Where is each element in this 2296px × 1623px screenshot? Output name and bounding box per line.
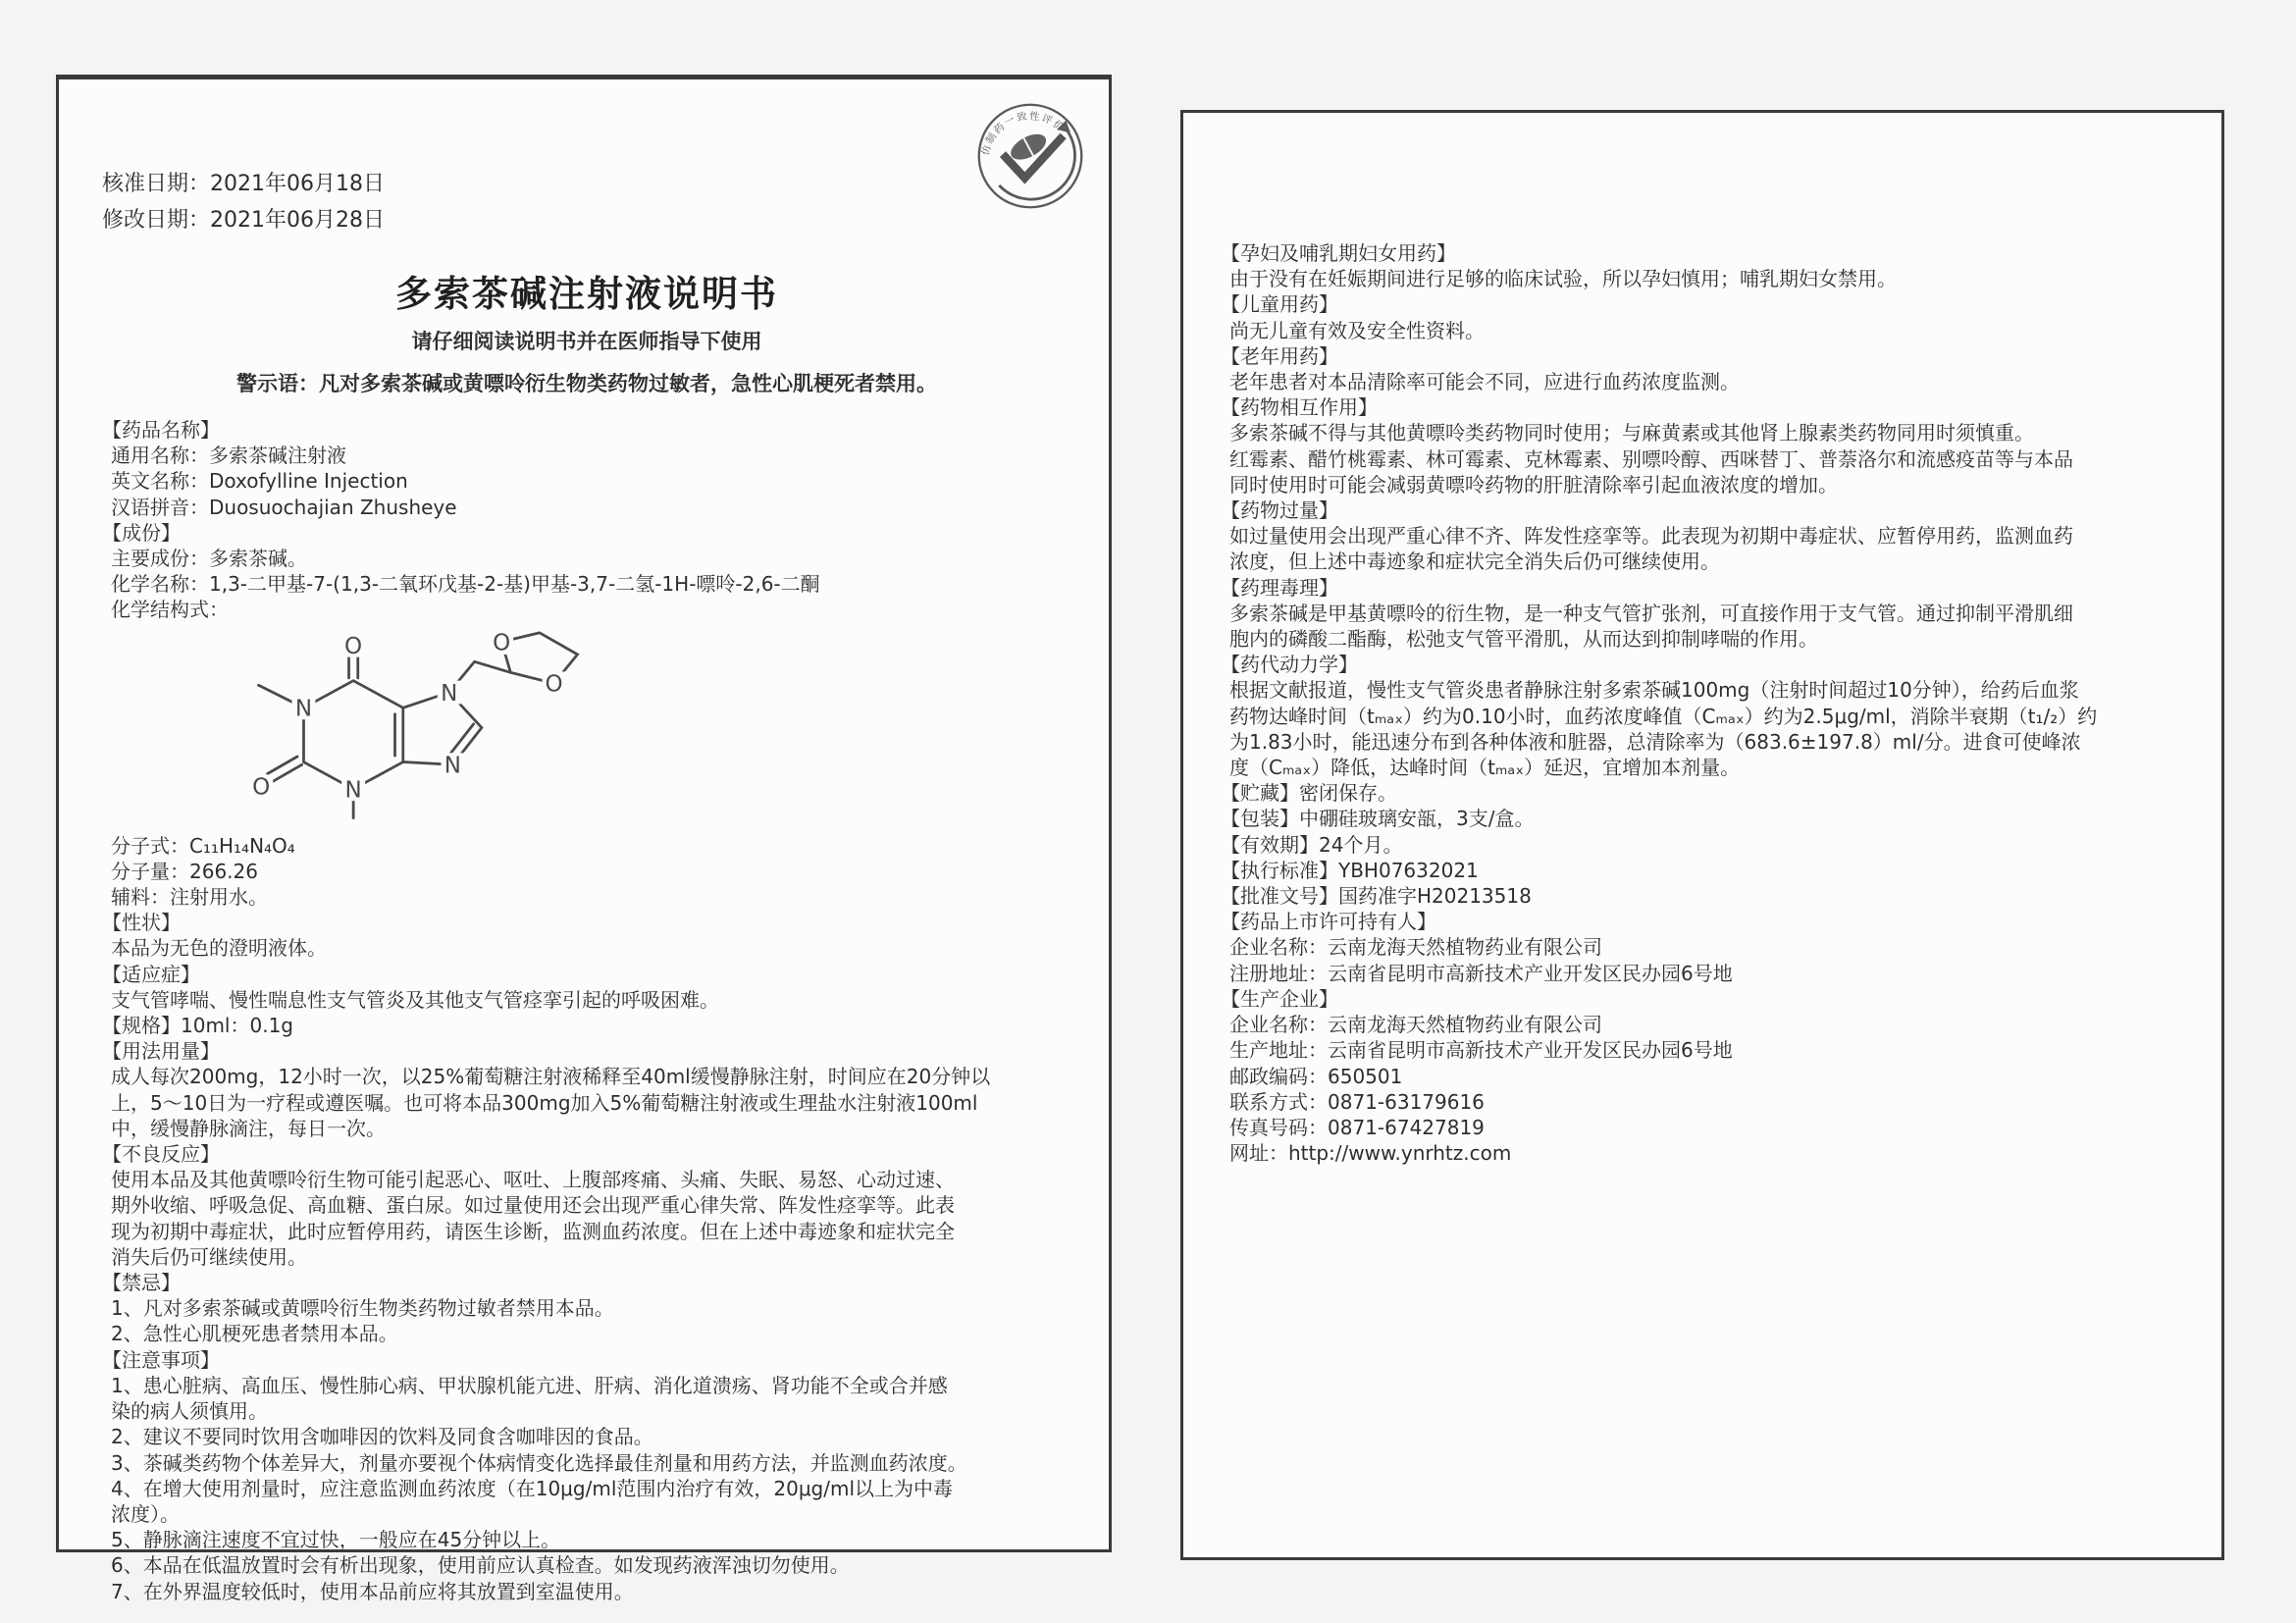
text-line: 上，5～10日为一疗程或遵医嘱。也可将本品300mg加入5%葡萄糖注射液或生理盐水注射液100ml xyxy=(111,1090,978,1115)
text-line: 同时使用时可能会减弱黄嘌呤药物的肝脏清除率引起血液浓度的增加。 xyxy=(1229,472,1838,497)
section-heading: 【性状】 xyxy=(102,911,181,935)
text-line: 网址：http://www.ynrhtz.com xyxy=(1229,1141,1512,1166)
text-line: 联系方式：0871-63179616 xyxy=(1229,1089,1485,1114)
section-heading: 【药品名称】 xyxy=(102,418,220,442)
text-line: 消失后仍可继续使用。 xyxy=(111,1244,307,1269)
text-line: 7、在外界温度较低时，使用本品前应将其放置到室温使用。 xyxy=(111,1579,634,1603)
text-line: 使用本品及其他黄嘌呤衍生物可能引起恶心、呕吐、上腹部疼痛、头痛、失眠、易怒、心动过速、 xyxy=(111,1168,955,1192)
page-2 xyxy=(1180,110,2224,1560)
text-line: 辅料：注射用水。 xyxy=(111,885,268,910)
text-line: 胞内的磷酸二酯酶，松弛支气管平滑肌，从而达到抑制哮喘的作用。 xyxy=(1229,627,1818,652)
section-heading: 【有效期】24个月。 xyxy=(1221,832,1403,857)
text-line: 英文名称：Doxofylline Injection xyxy=(111,469,408,494)
text-line: 主要成份：多索茶碱。 xyxy=(111,547,307,571)
text-line: 4、在增大使用剂量时，应注意监测血药浓度（在10μg/ml范围内治疗有效，20μg/ml以上为中毒 xyxy=(111,1476,954,1500)
text-line: 本品为无色的澄明液体。 xyxy=(111,936,327,961)
text-line: 染的病人须慎用。 xyxy=(111,1399,268,1424)
chemical-structure-diagram xyxy=(218,631,1071,825)
svg-text:N: N xyxy=(444,753,462,779)
text-line: 多索茶碱是甲基黄嘌呤的衍生物，是一种支气管扩张剂，可直接作用于支气管。通过抑制平滑肌细 xyxy=(1229,601,2073,625)
approval-date: 核准日期：2021年06月18日 xyxy=(102,172,385,196)
page-subtitle: 请仔细阅读说明书并在医师指导下使用 xyxy=(411,330,762,353)
text-line: 1、患心脏病、高血压、慢性肺心病、甲状腺机能亢进、肝病、消化道溃疡、肾功能不全或合并感 xyxy=(111,1373,948,1397)
svg-text:N: N xyxy=(441,680,458,707)
svg-text:O: O xyxy=(344,633,363,659)
text-line: 红霉素、醋竹桃霉素、林可霉素、克林霉素、别嘌呤醇、西咪替丁、普萘洛尔和流感疫苗等与本品 xyxy=(1229,446,2073,471)
section-heading: 【用法用量】 xyxy=(102,1039,220,1064)
text-line: 企业名称：云南龙海天然植物药业有限公司 xyxy=(1229,1013,1602,1037)
text-line: 企业名称：云南龙海天然植物药业有限公司 xyxy=(1229,935,1602,960)
doxofylline-structure-image xyxy=(218,631,669,825)
text-line: 浓度，但上述中毒迹象和症状完全消失后仍可继续使用。 xyxy=(1229,550,1720,574)
text-line: 传真号码：0871-67427819 xyxy=(1229,1115,1485,1139)
text-line: 汉语拼音：Duosuochajian Zhusheye xyxy=(111,495,457,519)
text-line: 药物达峰时间（tₘₐₓ）约为0.10小时，血药浓度峰值（Cₘₐₓ）约为2.5μg/ml，消除半衰期（t₁/₂）约 xyxy=(1229,704,2098,728)
text-line: 化学名称：1,3-二甲基-7-(1,3-二氧环戊基-2-基)甲基-3,7-二氢-1H-嘌呤-2,6-二酮 xyxy=(111,572,820,597)
section-heading: 【药理毒理】 xyxy=(1221,575,1338,600)
section-heading: 【注意事项】 xyxy=(102,1347,220,1372)
text-line: 分子量：266.26 xyxy=(111,859,258,883)
text-line: 通用名称：多索茶碱注射液 xyxy=(111,444,346,468)
text-line: 2、急性心肌梗死患者禁用本品。 xyxy=(111,1322,398,1346)
text-line: 支气管哮喘、慢性喘息性支气管炎及其他支气管痉挛引起的呼吸困难。 xyxy=(111,987,719,1012)
section-heading: 【规格】10ml：0.1g xyxy=(102,1014,293,1038)
section-heading: 【药品上市许可持有人】 xyxy=(1221,910,1436,934)
section-heading: 【老年用药】 xyxy=(1221,343,1338,368)
text-line: 3、茶碱类药物个体差异大，剂量亦要视个体病情变化选择最佳剂量和用药方法，并监测血药浓度。 xyxy=(111,1450,967,1475)
stamp-text: 仿制药一致性评价 xyxy=(979,110,1068,157)
text-line: 中，缓慢静脉滴注，每日一次。 xyxy=(111,1116,386,1140)
text-line: 根据文献报道，慢性支气管炎患者静脉注射多索茶碱100mg（注射时间超过10分钟），给药后血浆 xyxy=(1229,678,2079,703)
section-heading: 【孕妇及哺乳期妇女用药】 xyxy=(1221,241,1456,265)
page1-body xyxy=(102,417,1071,1604)
section-heading: 【不良反应】 xyxy=(102,1142,220,1167)
text-line: 1、凡对多索茶碱或黄嘌呤衍生物类药物过敏者禁用本品。 xyxy=(111,1296,614,1321)
text-line: 期外收缩、呼吸急促、高血糖、蛋白尿。如过量使用还会出现严重心律失常、阵发性痉挛等。此表 xyxy=(111,1193,955,1218)
svg-text:N: N xyxy=(344,777,362,804)
section-heading: 【药代动力学】 xyxy=(1221,653,1358,677)
section-heading: 【药物过量】 xyxy=(1221,498,1338,523)
svg-text:O: O xyxy=(545,671,563,698)
section-heading: 【禁忌】 xyxy=(102,1271,181,1295)
section-heading: 【包装】中硼硅玻璃安瓿，3支/盒。 xyxy=(1221,807,1535,831)
section-heading: 【儿童用药】 xyxy=(1221,292,1338,317)
text-line: 邮政编码：650501 xyxy=(1229,1064,1403,1088)
svg-text:O: O xyxy=(252,774,271,801)
text-line: 化学结构式： xyxy=(111,598,229,622)
section-heading: 【贮藏】密闭保存。 xyxy=(1221,781,1397,806)
text-line: 2、建议不要同时饮用含咖啡因的饮料及同食含咖啡因的食品。 xyxy=(111,1425,653,1449)
page-title: 多索茶碱注射液说明书 xyxy=(395,273,778,315)
date-block xyxy=(102,166,1071,238)
section-heading: 【成份】 xyxy=(102,520,181,545)
text-line: 度（Cₘₐₓ）降低，达峰时间（tₘₐₓ）延迟，宜增加本剂量。 xyxy=(1229,756,1741,780)
section-heading: 【药物相互作用】 xyxy=(1221,395,1378,420)
svg-text:N: N xyxy=(294,696,313,722)
svg-text:O: O xyxy=(493,629,511,655)
warning-statement: 警示语：凡对多索茶碱或黄嘌呤衍生物类药物过敏者，急性心肌梗死者禁用。 xyxy=(236,372,937,395)
revision-date: 修改日期：2021年06月28日 xyxy=(102,208,385,233)
text-line: 多索茶碱不得与其他黄嘌呤类药物同时使用；与麻黄素或其他肾上腺素类药物同用时须慎重。 xyxy=(1229,421,2034,445)
page2-body xyxy=(1221,240,2188,1166)
text-line: 尚无儿童有效及安全性资料。 xyxy=(1229,318,1485,342)
section-heading: 【批准文号】国药准字H20213518 xyxy=(1221,884,1532,909)
section-heading: 【适应症】 xyxy=(102,962,200,986)
section-heading: 【执行标准】YBH07632021 xyxy=(1221,858,1479,882)
text-line: 为1.83小时，能迅速分布到各种体液和脏器，总清除率为（683.6±197.8）ml/分。进食可使峰浓 xyxy=(1229,729,2081,754)
text-line: 如过量使用会出现严重心律不齐、阵发性痉挛等。此表现为初期中毒症状、应暂停用药，监测血药 xyxy=(1229,524,2073,549)
text-line: 分子式：C₁₁H₁₄N₄O₄ xyxy=(111,833,295,858)
text-line: 现为初期中毒症状，此时应暂停用药，请医生诊断，监测血药浓度。但在上述中毒迹象和症状完全 xyxy=(111,1219,955,1243)
text-line: 浓度）。 xyxy=(111,1501,180,1526)
page-1 xyxy=(56,75,1112,1603)
text-line: 注册地址：云南省昆明市高新技术产业开发区民办园6号地 xyxy=(1229,961,1733,985)
consistency-evaluation-stamp-icon xyxy=(975,101,1085,211)
section-heading: 【生产企业】 xyxy=(1221,986,1338,1011)
text-line: 6、本品在低温放置时会有析出现象，使用前应认真检查。如发现药液浑浊切勿使用。 xyxy=(111,1553,850,1578)
text-line: 由于没有在妊娠期间进行足够的临床试验，所以孕妇慎用；哺乳期妇女禁用。 xyxy=(1229,267,1897,291)
text-line: 成人每次200mg，12小时一次，以25%葡萄糖注射液稀释至40ml缓慢静脉注射，时间应在20分钟以 xyxy=(111,1065,991,1089)
text-line: 老年患者对本品清除率可能会不同，应进行血药浓度监测。 xyxy=(1229,370,1740,394)
text-line: 5、静脉滴注速度不宜过快，一般应在45分钟以上。 xyxy=(111,1528,561,1552)
text-line: 生产地址：云南省昆明市高新技术产业开发区民办园6号地 xyxy=(1229,1038,1733,1063)
